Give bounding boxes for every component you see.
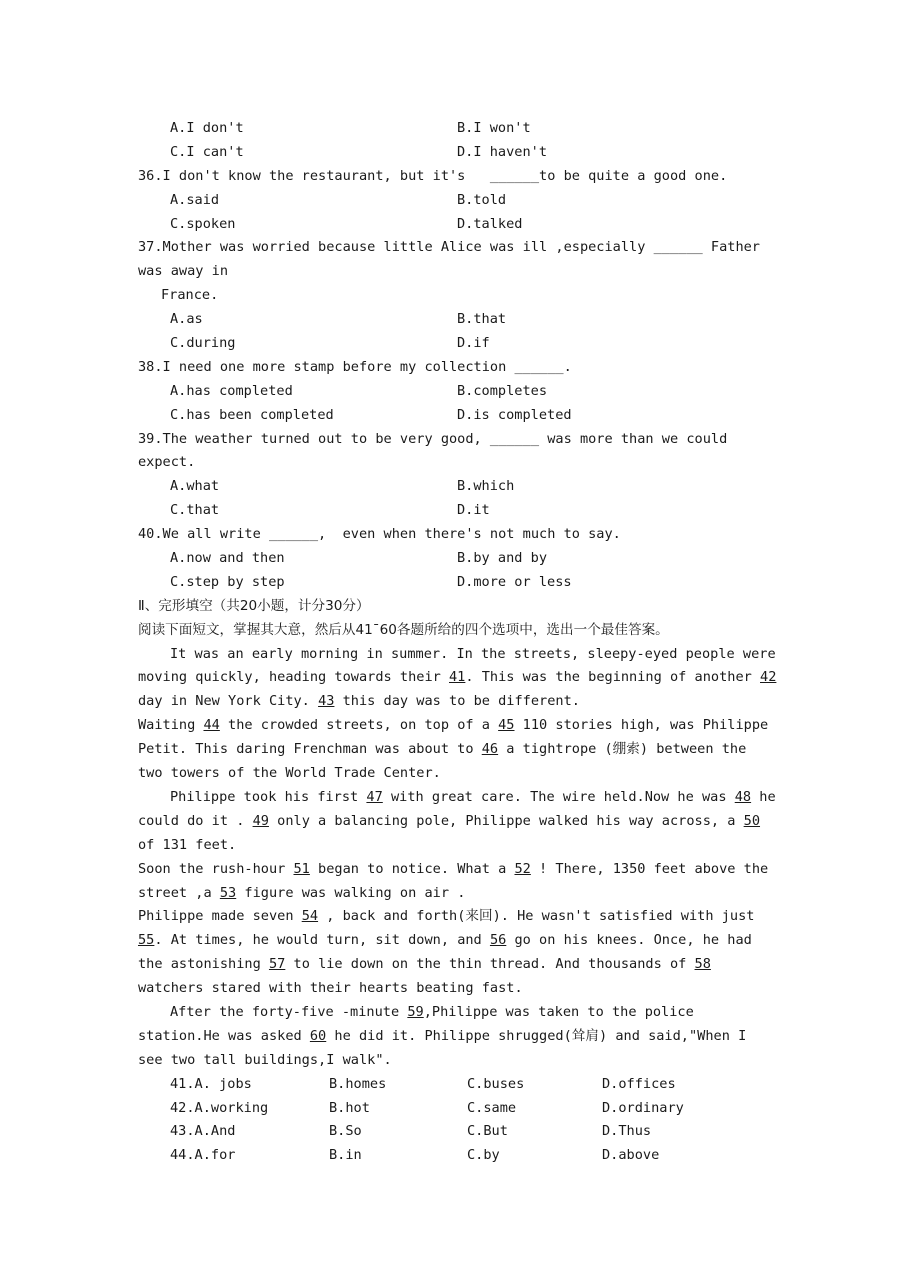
- passage-line: of 131 feet.: [138, 836, 237, 853]
- option-44-b: B.in: [329, 1147, 362, 1164]
- q39-option-c: C.that: [170, 502, 220, 519]
- q35-option-b: B.I won't: [457, 120, 531, 136]
- passage-line: Petit. This daring Frenchman was about to 46 a tightrope (绷索) between the: [138, 741, 747, 758]
- q36-option-d: D.talked: [457, 215, 523, 232]
- passage-line: It was an early morning in summer. In the streets, sleepy-eyed people were: [170, 645, 776, 662]
- passage-line: day in New York City. 43 this day was to be different.: [138, 693, 580, 710]
- option-42-b: B.hot: [329, 1099, 370, 1116]
- blank-52: 52: [514, 860, 531, 877]
- blank-57: 57: [268, 956, 286, 973]
- blank-55: 55: [138, 932, 155, 949]
- q36-option-c: C.spoken: [170, 215, 236, 232]
- blank-42: 42: [760, 669, 777, 686]
- option-42-c: C.same: [467, 1099, 517, 1116]
- option-41-c: C.buses: [467, 1075, 525, 1092]
- option-44-c: C.by: [467, 1147, 500, 1164]
- cloze-options-41: [138, 1073, 778, 1097]
- q39-stem-line1: 39.The weather turned out to be very good, ______ was more than we could: [138, 430, 728, 447]
- q35-options-row2: [138, 141, 778, 165]
- passage-line: After the forty-five -minute 59,Philippe was taken to the police: [170, 1003, 694, 1020]
- blank-54: 54: [301, 908, 319, 925]
- q40-option-b: B.by and by: [457, 550, 548, 567]
- blank-58: 58: [694, 956, 711, 973]
- blank-51: 51: [293, 860, 310, 877]
- q39-option-b: B.which: [457, 478, 515, 495]
- blank-53: 53: [219, 884, 237, 901]
- q35-options-row1: [138, 117, 778, 141]
- blank-45: 45: [498, 717, 515, 734]
- q37-stem-line2: was away in: [138, 263, 229, 280]
- option-41-b: B.homes: [329, 1075, 387, 1092]
- q38-option-a: A.has completed: [170, 382, 293, 399]
- q38-option-b: B.completes: [457, 382, 548, 399]
- section-instruction: 阅读下面短文，掌握其大意，然后从41¯60各题所给的四个选项中，选出一个最佳答案。: [138, 621, 669, 638]
- cloze-options-43: [138, 1120, 778, 1144]
- q37-stem-line3: France.: [161, 287, 219, 304]
- passage-line: station.He was asked 60 he did it. Philippe shrugged(耸肩) and said,"When I: [138, 1027, 747, 1044]
- q37-option-a: A.as: [170, 311, 203, 328]
- passage-line: 55. At times, he would turn, sit down, and 56 go on his knees. Once, he had: [138, 932, 752, 949]
- q38-options-row2: [138, 404, 778, 428]
- q36-options-row2: [138, 213, 778, 237]
- option-41-a: 41.A. jobs: [170, 1075, 252, 1092]
- q37-option-d: D.if: [457, 335, 490, 352]
- q39-options-row2: [138, 499, 778, 523]
- blank-56: 56: [489, 932, 507, 949]
- q37-stem-line1: 37.Mother was worried because little Alice was ill ,especially ______ Father: [138, 239, 760, 256]
- q39-option-a: A.what: [170, 478, 220, 495]
- exam-page: [138, 117, 778, 1168]
- q40-option-d: D.more or less: [457, 573, 572, 590]
- blank-46: 46: [481, 741, 499, 758]
- q35-option-c: C.I can't: [170, 143, 244, 160]
- option-43-c: C.But: [467, 1123, 508, 1140]
- option-43-d: D.Thus: [602, 1123, 652, 1140]
- q35-option-a: A.I don't: [170, 120, 244, 136]
- q40-option-c: C.step by step: [170, 573, 285, 590]
- cloze-options-44: [138, 1144, 778, 1168]
- passage-line: moving quickly, heading towards their 41. This was the beginning of another 42: [138, 669, 777, 686]
- blank-59: 59: [407, 1003, 424, 1020]
- q38-options-row1: [138, 380, 778, 404]
- q40-option-a: A.now and then: [170, 550, 285, 567]
- q40-stem: 40.We all write ______, even when there's not much to say.: [138, 526, 621, 543]
- q37-option-c: C.during: [170, 335, 236, 352]
- q36-options-row1: [138, 189, 778, 213]
- cloze-options-42: [138, 1097, 778, 1121]
- option-43-b: B.So: [329, 1123, 362, 1140]
- q39-stem-line2: expect.: [138, 454, 196, 471]
- q35-option-d: D.I haven't: [457, 143, 548, 160]
- q40-options-row2: [138, 571, 778, 595]
- blank-60: 60: [309, 1027, 327, 1044]
- option-44-a: 44.A.for: [170, 1147, 236, 1164]
- section-heading: Ⅱ、完形填空（共20小题，计分30分）: [138, 597, 370, 614]
- passage-line: Philippe made seven 54 , back and forth(来回). He wasn't satisfied with just: [138, 908, 755, 925]
- passage-line: Soon the rush-hour 51 began to notice. What a 52 ! There, 1350 feet above the: [138, 860, 769, 877]
- option-44-d: D.above: [602, 1147, 660, 1164]
- passage-line: see two tall buildings,I walk".: [138, 1051, 392, 1068]
- passage-line: Philippe took his first 47 with great care. The wire held.Now he was 48 he: [170, 788, 776, 805]
- blank-47: 47: [366, 788, 383, 805]
- q36-stem: 36.I don't know the restaurant, but it's ______to be quite a good one.: [138, 167, 728, 184]
- q39-options-row1: [138, 475, 778, 499]
- option-41-d: D.offices: [602, 1075, 676, 1092]
- passage-line: watchers stared with their hearts beating fast.: [138, 980, 523, 997]
- blank-43: 43: [318, 693, 335, 710]
- q38-stem: 38.I need one more stamp before my collection ______.: [138, 358, 572, 375]
- q36-option-a: A.said: [170, 191, 220, 208]
- q37-options-row1: [138, 308, 778, 332]
- option-42-d: D.ordinary: [602, 1099, 684, 1116]
- blank-44: 44: [203, 717, 220, 734]
- option-43-a: 43.A.And: [170, 1123, 236, 1140]
- q39-option-d: D.it: [457, 502, 490, 519]
- passage-line: street ,a 53 figure was walking on air .: [138, 884, 466, 901]
- q38-option-c: C.has been completed: [170, 406, 334, 423]
- option-42-a: 42.A.working: [170, 1099, 269, 1116]
- q40-options-row1: [138, 547, 778, 571]
- blank-50: 50: [743, 812, 761, 829]
- passage-line: two towers of the World Trade Center.: [138, 765, 441, 782]
- blank-41: 41: [449, 669, 466, 686]
- q37-option-b: B.that: [457, 311, 507, 328]
- q37-options-row2: [138, 332, 778, 356]
- blank-49: 49: [252, 812, 269, 829]
- passage-line: could do it . 49 only a balancing pole, Philippe walked his way across, a 50: [138, 812, 761, 829]
- blank-48: 48: [734, 788, 752, 805]
- q38-option-d: D.is completed: [457, 406, 572, 423]
- q36-option-b: B.told: [457, 191, 507, 208]
- passage-line: the astonishing 57 to lie down on the thin thread. And thousands of 58: [138, 956, 711, 973]
- passage-line: Waiting 44 the crowded streets, on top of a 45 110 stories high, was Philippe: [138, 717, 769, 734]
